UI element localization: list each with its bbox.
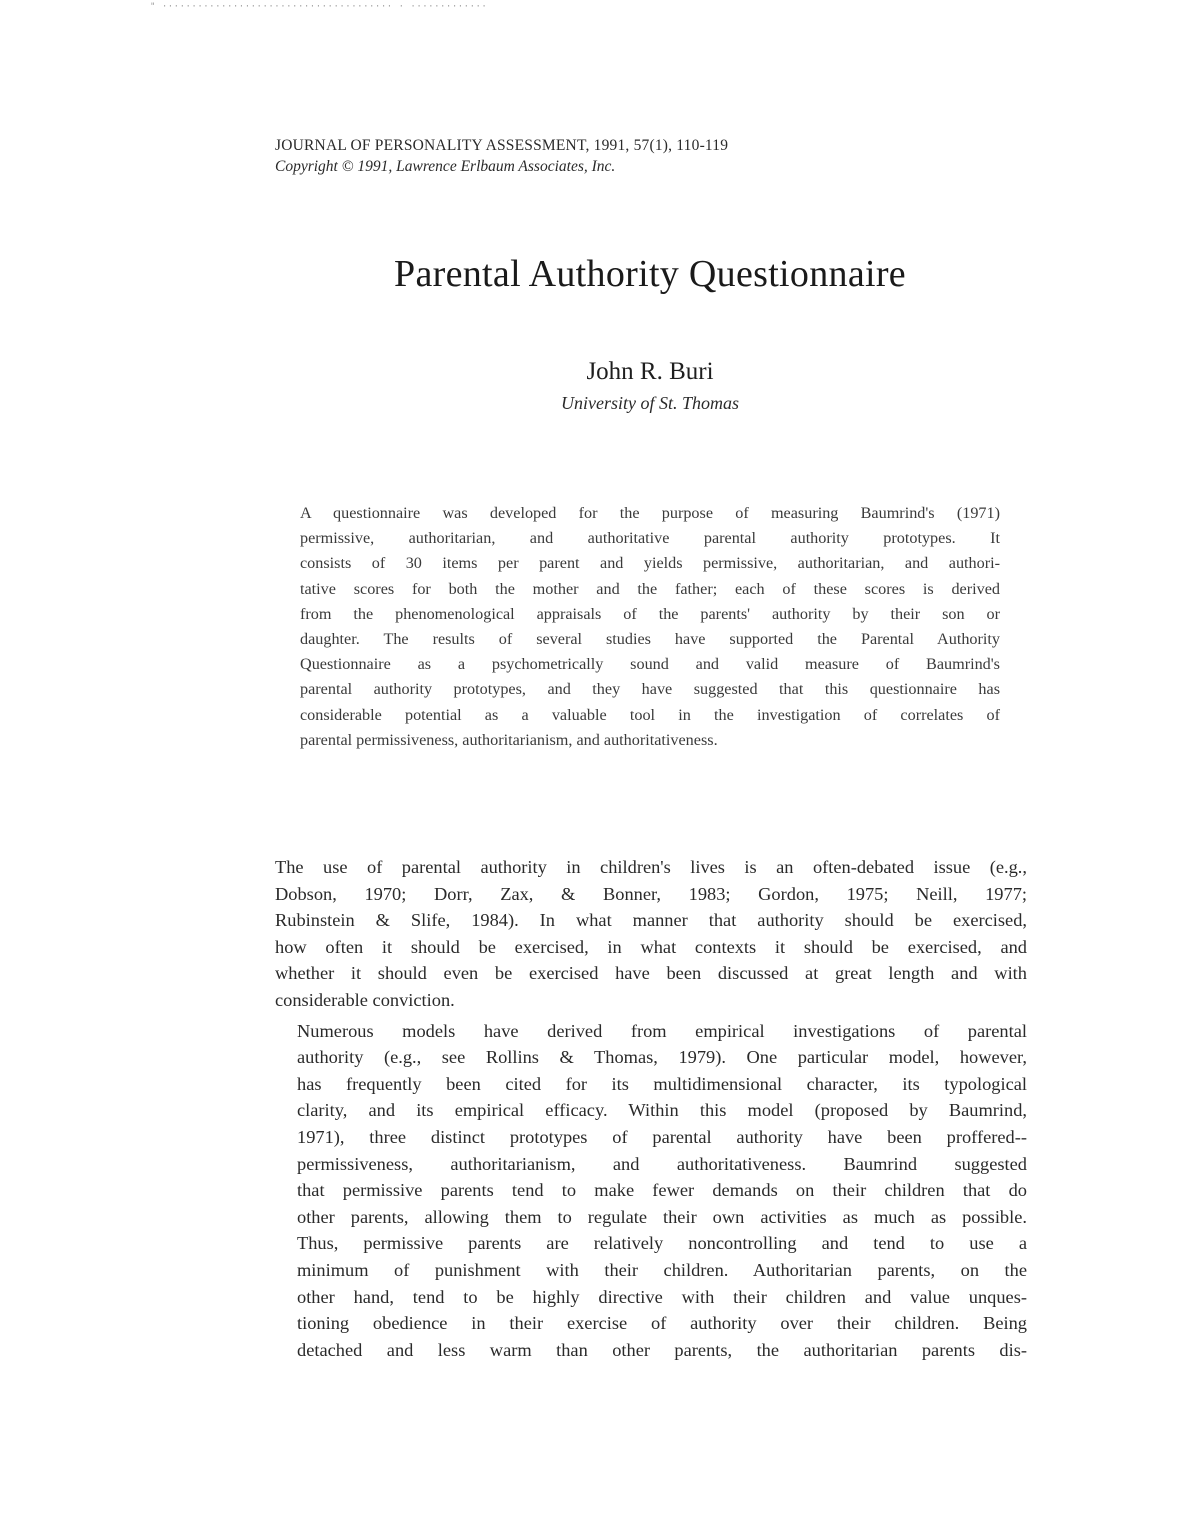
abstract-line: considerable potential as a valuable tool in the investigation of correlates of xyxy=(300,705,1000,724)
body-line: authority (e.g., see Rollins & Thomas, 1979). One particular model, however, xyxy=(297,1047,1027,1068)
body-paragraph-1 xyxy=(275,854,1027,1014)
body-line: how often it should be exercised, in what contexts it should be exercised, and xyxy=(275,936,1027,957)
abstract-line: consists of 30 items per parent and yields permissive, authoritarian, and authori- xyxy=(300,554,1000,573)
journal-header xyxy=(275,135,975,177)
body-paragraph-2 xyxy=(275,1018,1027,1364)
body-line: clarity, and its empirical efficacy. Within this model (proposed by Baumrind, xyxy=(297,1100,1027,1121)
author-affiliation: University of St. Thomas xyxy=(561,393,739,413)
article-title: Parental Authority Questionnaire xyxy=(394,253,906,295)
body-line: Thus, permissive parents are relatively noncontrolling and tend to use a xyxy=(297,1233,1027,1254)
abstract-paragraph xyxy=(300,501,1000,753)
abstract-line: parental authority prototypes, and they have suggested that this questionnaire has xyxy=(300,680,1000,699)
body-line: whether it should even be exercised have been discussed at great length and with xyxy=(275,963,1027,984)
body-line: Rubinstein & Slife, 1984). In what manner that authority should be exercised, xyxy=(275,910,1027,931)
journal-citation: JOURNAL OF PERSONALITY ASSESSMENT, 1991, 57(1), 110-119 xyxy=(275,137,729,154)
body-line: other hand, tend to be highly directive with their children and value unques- xyxy=(297,1286,1027,1307)
body-line: minimum of punishment with their children. Authoritarian parents, on the xyxy=(297,1259,1027,1280)
abstract-line: daughter. The results of several studies have supported the Parental Authority xyxy=(300,630,1000,649)
body-line: other parents, allowing them to regulate their own activities as much as possible. xyxy=(297,1206,1027,1227)
body-line: tioning obedience in their exercise of authority over their children. Being xyxy=(297,1313,1027,1334)
abstract-line: from the phenomenological appraisals of the parents' authority by their son or xyxy=(300,604,1000,623)
body-text xyxy=(275,854,1027,1363)
abstract-line: tative scores for both the mother and the father; each of these scores is derived xyxy=(300,579,1000,598)
body-line: that permissive parents tend to make fewer demands on their children that do xyxy=(297,1180,1027,1201)
abstract-line: Questionnaire as a psychometrically sound and valid measure of Baumrind's xyxy=(300,655,1000,674)
author-name: John R. Buri xyxy=(586,358,714,385)
body-line: The use of parental authority in children's lives is an often-debated issue (e.g., xyxy=(275,857,1027,877)
body-line: considerable conviction. xyxy=(275,989,455,1010)
abstract xyxy=(300,501,1000,753)
abstract-line: permissive, authoritarian, and authoritative parental authority prototypes. It xyxy=(300,529,1000,548)
body-line: permissiveness, authoritarianism, and authoritativeness. Baumrind suggested xyxy=(297,1153,1027,1174)
body-line: has frequently been cited for its multidimensional character, its typological xyxy=(297,1073,1027,1094)
scan-artifact: " ······································· · ············· xyxy=(150,2,488,12)
copyright-notice: Copyright © 1991, Lawrence Erlbaum Associates, Inc. xyxy=(275,158,616,175)
body-line: 1971), three distinct prototypes of parental authority have been proffered-- xyxy=(297,1126,1027,1147)
abstract-line: parental permissiveness, authoritarianism, and authoritativeness. xyxy=(300,730,718,749)
body-line: Dobson, 1970; Dorr, Zax, & Bonner, 1983; Gordon, 1975; Neill, 1977; xyxy=(275,883,1027,904)
body-line: detached and less warm than other parents, the authoritarian parents dis- xyxy=(297,1339,1027,1360)
abstract-line: A questionnaire was developed for the purpose of measuring Baumrind's (1971) xyxy=(300,504,1000,522)
body-line: Numerous models have derived from empirical investigations of parental xyxy=(297,1020,1027,1041)
